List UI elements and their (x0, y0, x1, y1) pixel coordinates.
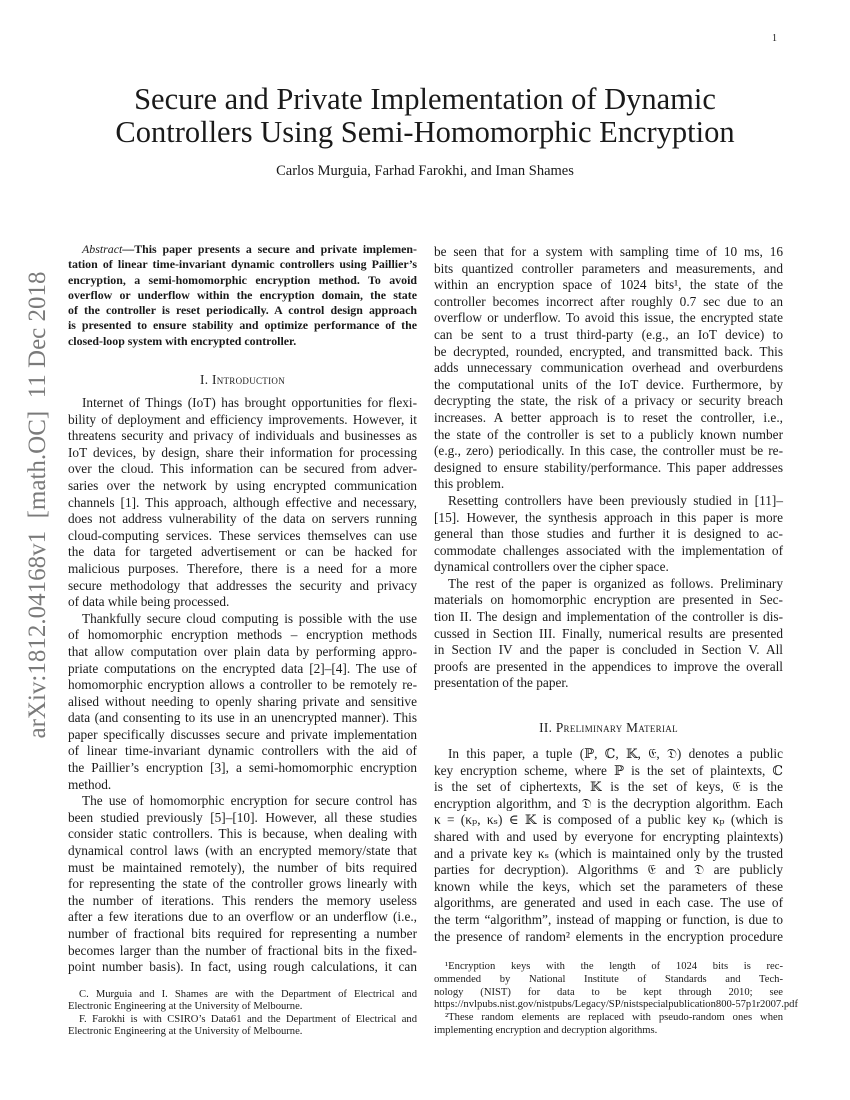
text-line: this problem. (434, 476, 505, 492)
right-column-body (434, 244, 783, 692)
text-line: dynamical control laws (with an encrypted memory/state that (68, 843, 417, 859)
paper-title (0, 83, 850, 149)
paragraph (434, 746, 783, 945)
text-line: the computational units of the IoT device. Furthermore, by (434, 376, 783, 392)
text-line: number of fractional bits required for representing a number (68, 926, 417, 941)
text-line: point number basis). In fact, using rough calculations, it can (68, 959, 417, 975)
text-line: for representing the state of the controller grows linearly with (68, 876, 417, 892)
text-line: The use of homomorphic encryption for secure control has (82, 793, 417, 809)
text-line: general than those studies and further it is designed to ac- (434, 526, 783, 542)
text-line: Internet of Things (IoT) has brought opportunities for flexi- (82, 395, 417, 410)
text-line: secure methodology that addresses the security and privacy (68, 577, 417, 593)
text-line: overflow or underflow within the encryption domain, the state (68, 287, 417, 302)
text-line: Electronic Engineering at the University of Melbourne. (68, 1026, 303, 1038)
text-line: commodate challenges associated with the implementation of (434, 542, 783, 558)
text-line: the presence of random² elements in the encryption procedure (434, 928, 783, 944)
text-line: after a few iterations due to an overflow or an underflow (i.e., (68, 909, 417, 925)
affiliation-footnotes (68, 989, 417, 1039)
text-line: Thankfully secure cloud computing is possible with the use (82, 610, 417, 626)
text-line: (e.g., zero) periodically. In this case, the controller must be re- (434, 443, 783, 459)
text-line: the state of the controller is set to a publicly known number (434, 426, 783, 442)
section-number: II. (539, 720, 553, 735)
text-line: priate computations on the encrypted data [2]–[4]. The use of (68, 660, 417, 676)
paragraph (434, 493, 783, 576)
paragraph (68, 793, 417, 976)
text-line: the term “algorithm”, instead of mapping or function, is due to (434, 911, 783, 927)
text-line: is presented to ensure stability and optimize performance of the (68, 318, 417, 333)
text-line: method. (68, 776, 112, 792)
abstract-label: Abstract (82, 242, 123, 256)
footnote (68, 989, 417, 1014)
text-line: encryption, a semi-homomorphic encryption method. To avoid (68, 272, 417, 287)
page-number: 1 (772, 33, 777, 44)
text-line: the Paillier’s encryption [3], a semi-homomorphic encryption (68, 760, 417, 776)
text-line: over the cloud. This information can be secured from adver- (68, 461, 417, 477)
text-line: adds unnecessary communication overhead and overburdens (434, 360, 783, 376)
text-line: overflow or underflow. To avoid this issue, the encrypted state (434, 310, 783, 326)
text-line: cloud-computing services. These services themselves can use (68, 527, 417, 543)
section-heading-introduction (68, 372, 417, 388)
text-line: consider static controllers. This is because, when dealing with (68, 826, 417, 842)
text-line: designed to ensure stability/performance. This paper addresses (434, 459, 783, 475)
text-line: tion II. The design and implementation of the controller is dis- (434, 609, 783, 625)
text-line: dynamical controllers over the cipher space. (434, 559, 669, 575)
abstract-body (68, 257, 417, 349)
text-line: of homomorphic encryption methods – encryption methods (68, 627, 417, 643)
text-line: been studied previously [5]–[10]. However, all these studies (68, 809, 417, 825)
section-title: Introduction (211, 372, 285, 387)
text-line: In this paper, a tuple (ℙ, ℂ, 𝕂, 𝔈, 𝔇) denotes a public (448, 746, 783, 761)
text-line: cussed in Section III. Finally, numerical results are presented (434, 625, 783, 641)
text-line: the data for targeted advertisement or can be hacked for (68, 544, 417, 560)
text-line: implementing encryption and decryption algorithms. (434, 1024, 658, 1036)
section-heading-preliminary-material (434, 720, 783, 736)
text-line: bility of deployment and efficiency improvements. However, it (68, 411, 417, 427)
text-line: increases. A better approach is to reset the controller, i.e., (434, 409, 783, 425)
text-line: κ = (κₚ, κₛ) ∈ 𝕂 is composed of a public key κₚ (which is (434, 812, 783, 828)
text-line: ²These random elements are replaced with pseudo-random ones when (445, 1012, 783, 1024)
text-line: controller becomes incorrect after roughly 0.7 sec due to an (434, 293, 783, 309)
text-line: malicious purposes. Therefore, there is a need for a more (68, 560, 417, 576)
paragraph (434, 244, 783, 493)
text-line: ¹Encryption keys with the length of 1024 bits is rec- (445, 961, 783, 972)
paragraph (434, 576, 783, 692)
title-line: Controllers Using Semi-Homomorphic Encryption (115, 115, 735, 149)
text-line: be decrypted, rounded, encrypted, and transmitted back. This (434, 343, 783, 359)
text-line: closed-loop system with encrypted controller. (68, 333, 297, 348)
arxiv-stamp[interactable]: arXiv:1812.04168v1 [math.OC] 11 Dec 2018 (24, 271, 51, 739)
text-line: proofs are presented in the appendices to improve the overall (434, 658, 783, 674)
text-line: Electronic Engineering at the University of Melbourne. (68, 1001, 303, 1013)
text-line: bits quantized controller parameters and measurements, and (434, 260, 783, 276)
text-line: of linear time-invariant dynamic controllers with the aid of (68, 743, 417, 759)
paragraph (68, 611, 417, 794)
text-line: becomes larger than the number of fractional bits in the fixed- (68, 942, 417, 958)
footnote-2 (434, 1012, 783, 1038)
text-line: C. Murguia and I. Shames are with the Department of Electrical and (79, 989, 417, 1000)
text-line: paper specifically discusses secure and private implementation (68, 726, 417, 742)
text-line: can be sent to a trust third-party (e.g., an IoT device) to (434, 326, 783, 342)
footnotes (434, 961, 798, 1038)
footnote-1 (434, 961, 798, 1012)
text-line: the number of iterations. This renders the memory useless (68, 892, 417, 908)
text-line: ommended by National Institute of Standards and Tech- (434, 973, 783, 985)
abstract-first-line (68, 242, 417, 257)
text-line: key encryption scheme, where ℙ is the set of plaintexts, ℂ (434, 762, 783, 778)
text-line: encryption algorithm, and 𝔇 is the decryption algorithm. Each (434, 795, 783, 811)
text-line: [15]. However, the synthesis approach in this paper is more (434, 509, 783, 525)
abstract-text: —This paper presents a secure and private implemen- (122, 242, 417, 256)
text-line: in Section IV and the paper is concluded in Section V. All (434, 642, 783, 658)
text-line: alised without needing to openly sharing private and sensitive (68, 693, 417, 709)
title-line: Secure and Private Implementation of Dynamic (134, 82, 716, 116)
text-line: within an encryption space of 1024 bits¹, the state of the (434, 277, 783, 293)
text-line: shared with and used by everyone for encrypting plaintexts) (434, 828, 783, 844)
author-list: Carlos Murguia, Farhad Farokhi, and Iman Shames (276, 163, 574, 179)
text-line: known while the keys, which set the parameters of these (434, 878, 783, 894)
text-line: Resetting controllers have been previously studied in [11]– (448, 492, 783, 508)
text-line: does not address vulnerability of the data on servers running (68, 511, 417, 527)
text-line: The rest of the paper is organized as follows. Preliminary (448, 575, 783, 591)
text-line: algorithms, are generated and used in each case. The use of (434, 895, 783, 911)
text-line: channels [1]. This approach, although effective and necessary, (68, 494, 417, 510)
text-line: presentation of the paper. (434, 675, 569, 691)
right-column-body-2 (434, 746, 783, 945)
text-line: threatens security and privacy of individuals and businesses as (68, 428, 417, 444)
text-line: be seen that for a system with sampling time of 10 ms, 16 (434, 244, 783, 259)
text-line: nology (NIST) for data to be kept through 2010; see (434, 986, 783, 998)
left-column-body (68, 395, 417, 976)
text-line: parties for decryption). Algorithms 𝔈 and 𝔇 are publicly (434, 862, 783, 878)
text-line: saries over the network by using encrypted communication (68, 477, 417, 493)
footnote-url-link[interactable]: https://nvlpubs.nist.gov/nistpubs/Legacy/SP/nistspecialpublication800-57p1r2007.pdf (434, 999, 798, 1011)
abstract (68, 242, 417, 349)
section-title: Preliminary Material (555, 720, 678, 735)
text-line: must be maintained remotely), the number of bits required (68, 859, 417, 875)
text-line: is the set of ciphertexts, 𝕂 is the set of keys, 𝔈 is the (434, 779, 783, 795)
text-line: IoT devices, by design, share their information for processing (68, 444, 417, 460)
text-line: that allow computation over plain data by performing appro- (68, 643, 417, 659)
text-line: F. Farokhi is with CSIRO’s Data61 and the Department of Electrical and (79, 1013, 417, 1025)
paragraph (68, 395, 417, 611)
text-line: of data while being processed. (68, 594, 230, 610)
text-line: materials on homomorphic encryption are presented in Sec- (434, 592, 783, 608)
text-line: homomorphic encryption allows a controller to be remotely re- (68, 677, 417, 693)
text-line: tation of linear time-invariant dynamic controllers using Paillier’s (68, 257, 417, 272)
section-number: I. (199, 372, 209, 387)
text-line: of the controller is reset periodically. A control design approach (68, 303, 417, 318)
text-line: data (and consenting to its use in an unencrypted manner). This (68, 710, 417, 726)
footnote (68, 1014, 417, 1039)
text-line: decrypting the state, the risk of a privacy or security breach (434, 393, 783, 409)
text-line: and a private key κₛ (which is maintained only by the trusted (434, 845, 783, 861)
